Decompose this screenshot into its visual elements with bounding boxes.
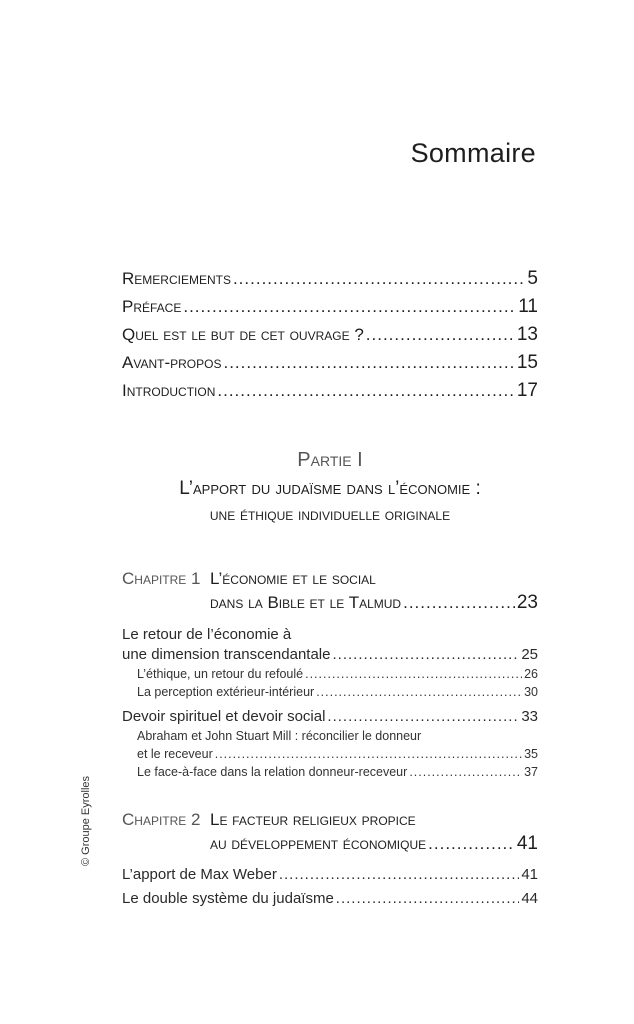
toc-entry-page: 35 bbox=[524, 747, 538, 761]
toc-subsection-face-a-face[interactable] bbox=[137, 765, 538, 783]
toc-entry-label: Le face-à-face dans la relation donneur-receveur bbox=[137, 765, 408, 779]
leader-dots bbox=[223, 353, 514, 373]
toc-entry-label: L’éthique, un retour du refoulé bbox=[137, 667, 304, 681]
chapter-title-line1: Le facteur religieux propice bbox=[210, 810, 416, 829]
leader-dots bbox=[183, 297, 516, 317]
part-number: Partie I bbox=[297, 449, 363, 471]
toc-entry-page: 23 bbox=[516, 592, 538, 613]
toc-entry-but-ouvrage[interactable] bbox=[122, 324, 538, 348]
part-title-line2: une éthique individuelle originale bbox=[209, 505, 451, 524]
leader-dots bbox=[305, 667, 522, 681]
toc-entry-introduction[interactable] bbox=[122, 380, 538, 404]
toc-section-double-systeme[interactable] bbox=[122, 890, 538, 910]
toc-entry-label: Devoir spirituel et devoir social bbox=[122, 708, 326, 725]
toc-section-max-weber[interactable] bbox=[122, 866, 538, 886]
toc-entry-remerciements[interactable] bbox=[122, 268, 538, 292]
toc-entry-label: Introduction bbox=[122, 381, 216, 400]
toc-entry-page: 30 bbox=[524, 685, 538, 699]
toc-entry-page: 15 bbox=[516, 352, 538, 373]
subsection-label-line1: Abraham et John Stuart Mill : réconcilier le donneur bbox=[137, 729, 422, 743]
leader-dots bbox=[428, 834, 515, 854]
section-title-line2: une dimension transcendantale bbox=[122, 646, 331, 663]
toc-subsection-abraham[interactable] bbox=[137, 747, 538, 765]
leader-dots bbox=[332, 646, 519, 663]
toc-entry-page: 13 bbox=[516, 324, 538, 345]
chapter-number: Chapitre 2 bbox=[122, 810, 201, 829]
toc-entry-label: La perception extérieur-intérieur bbox=[137, 685, 315, 699]
toc-section-devoir[interactable] bbox=[122, 708, 538, 728]
leader-dots bbox=[366, 325, 515, 345]
toc-subsection-perception[interactable] bbox=[137, 685, 538, 703]
leader-dots bbox=[279, 866, 520, 883]
toc-entry-page: 11 bbox=[518, 296, 538, 317]
toc-entry-avant-propos[interactable] bbox=[122, 352, 538, 376]
leader-dots bbox=[233, 269, 525, 289]
toc-entry-page: 33 bbox=[521, 708, 538, 725]
toc-entry-preface[interactable] bbox=[122, 296, 538, 320]
toc-entry-page: 37 bbox=[524, 765, 538, 779]
leader-dots bbox=[336, 890, 520, 907]
chapter-title-line2: dans la Bible et le Talmud bbox=[210, 593, 402, 612]
toc-entry-page: 41 bbox=[516, 833, 538, 854]
chapter-title-line1: L’économie et le social bbox=[210, 569, 376, 588]
toc-entry-page: 25 bbox=[521, 646, 538, 663]
leader-dots bbox=[316, 685, 522, 699]
toc-entry-label: Remerciements bbox=[122, 269, 231, 288]
toc-entry-page: 17 bbox=[516, 380, 538, 401]
leader-dots bbox=[403, 593, 515, 613]
chapter-number: Chapitre 1 bbox=[122, 569, 201, 588]
copyright-notice: © Groupe Eyrolles bbox=[80, 775, 92, 866]
toc-entry-page: 5 bbox=[527, 268, 538, 289]
part-title-line1: L’apport du judaïsme dans l’économie : bbox=[179, 478, 481, 499]
leader-dots bbox=[215, 747, 522, 761]
leader-dots bbox=[409, 765, 522, 779]
toc-chapter-2[interactable] bbox=[210, 833, 538, 857]
toc-entry-page: 41 bbox=[521, 866, 538, 883]
leader-dots bbox=[217, 381, 514, 401]
toc-section-retour-economie[interactable] bbox=[122, 646, 538, 666]
toc-chapter-1[interactable] bbox=[210, 592, 538, 616]
toc-entry-label: Préface bbox=[122, 297, 182, 316]
page-title: Sommaire bbox=[410, 138, 536, 168]
leader-dots bbox=[327, 708, 519, 725]
section-title-line1: Le retour de l’économie à bbox=[122, 626, 292, 643]
toc-entry-page: 26 bbox=[524, 667, 538, 681]
toc-subsection-ethique[interactable] bbox=[137, 667, 538, 685]
toc-entry-label: L’apport de Max Weber bbox=[122, 866, 277, 883]
toc-entry-label: Avant-propos bbox=[122, 353, 222, 372]
toc-entry-label: Le double système du judaïsme bbox=[122, 890, 334, 907]
toc-entry-page: 44 bbox=[521, 890, 538, 907]
toc-entry-label: Quel est le but de cet ouvrage ? bbox=[122, 325, 364, 344]
subsection-label-line2: et le receveur bbox=[137, 747, 213, 761]
chapter-title-line2: au développement économique bbox=[210, 834, 427, 853]
